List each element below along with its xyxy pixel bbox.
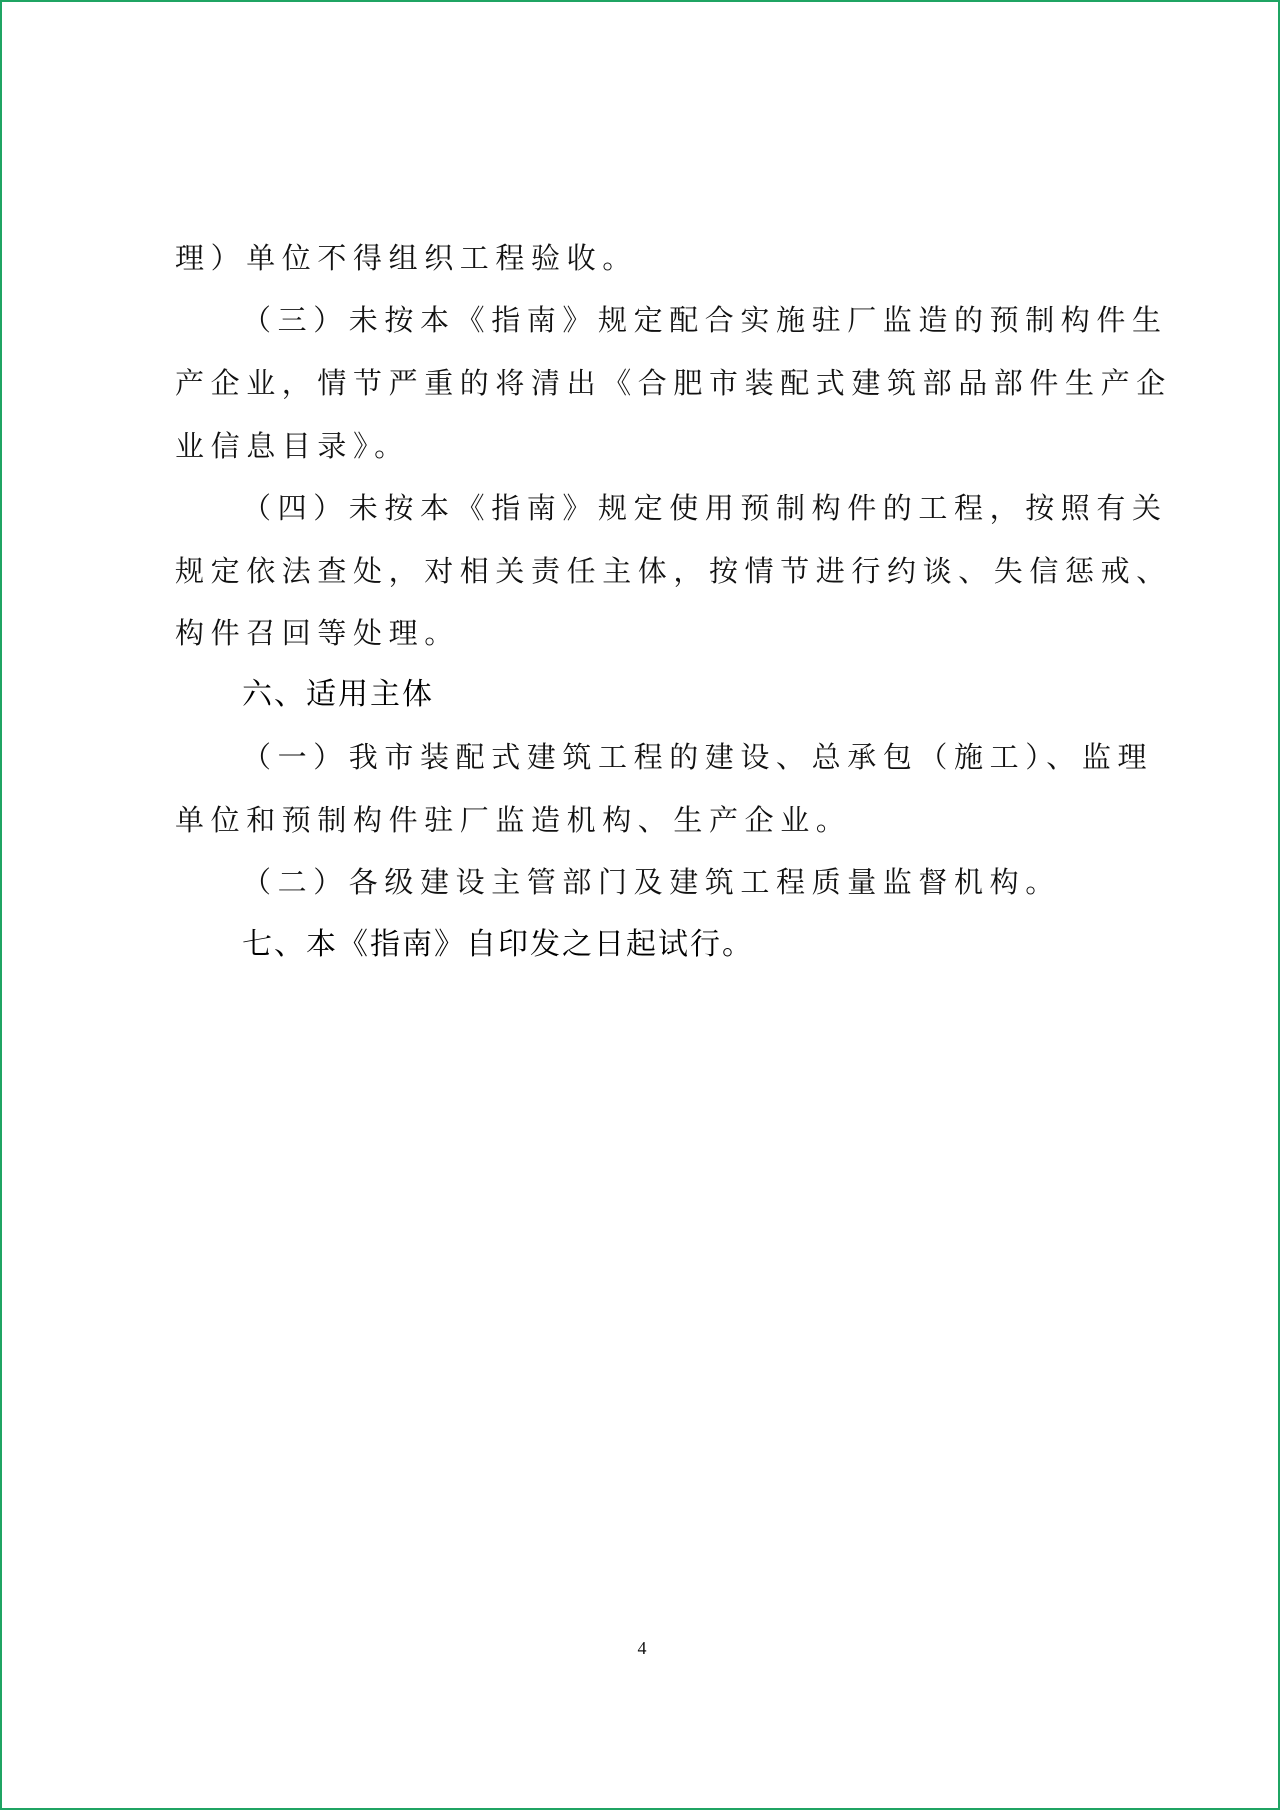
paragraph-line: 产企业，情节严重的将清出《合肥市装配式建筑部品部件生产企 [175, 366, 1172, 400]
paragraph-line: （一）我市装配式建筑工程的建设、总承包（施工）、监理 [242, 740, 1154, 774]
paragraph-line: 规定依法查处，对相关责任主体，按情节进行约谈、失信惩戒、 [175, 554, 1172, 588]
paragraph-line: 构件召回等处理。 [175, 616, 460, 650]
paragraph-line: （四）未按本《指南》规定使用预制构件的工程，按照有关 [242, 491, 1168, 525]
paragraph-line: 单位和预制构件驻厂监造机构、生产企业。 [175, 803, 852, 837]
paragraph-line: 业信息目录》。 [175, 429, 410, 463]
paragraph-line: 理）单位不得组织工程验收。 [175, 241, 638, 275]
section-heading: 七、本《指南》自印发之日起试行。 [242, 927, 754, 962]
page-number: 4 [637, 1638, 647, 1658]
paragraph-line: （三）未按本《指南》规定配合实施驻厂监造的预制构件生 [242, 303, 1168, 337]
paragraph-line: （二）各级建设主管部门及建筑工程质量监督机构。 [242, 865, 1061, 899]
section-heading: 六、适用主体 [242, 677, 434, 712]
